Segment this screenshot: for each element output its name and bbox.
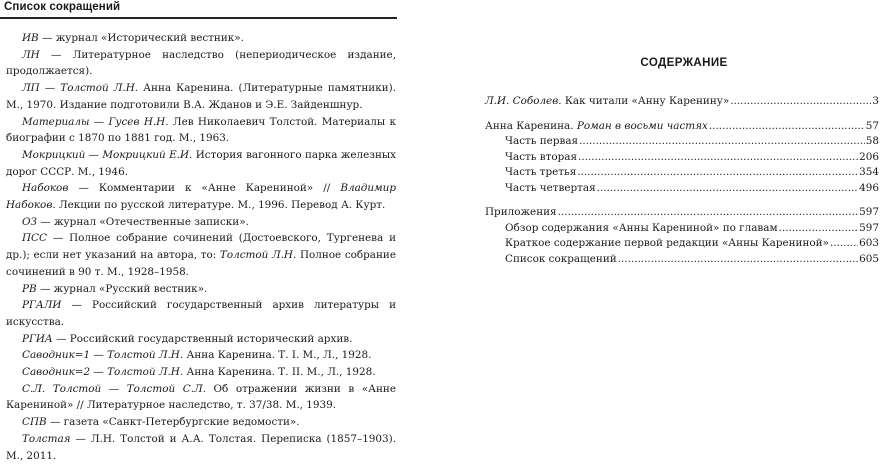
toc-leader-dots — [618, 252, 858, 268]
toc-title: СОДЕРЖАНИЕ — [640, 57, 728, 69]
toc-entry-label: Приложения — [485, 206, 557, 218]
toc-entry[interactable] — [485, 134, 879, 150]
abbreviation-entry: Материалы — Гусев Н.Н. Лев Николаевич Толстой. Материалы к биографии с 1870 по 1881 год. М., 1963. — [6, 115, 396, 145]
toc-entry[interactable] — [485, 205, 879, 221]
abbreviation-entry: СПВ — газета «Санкт-Петербургские ведомости». — [22, 416, 300, 429]
toc-entry[interactable] — [485, 181, 879, 197]
toc-leader-dots — [709, 119, 865, 135]
table-of-contents — [485, 94, 879, 267]
abbreviation-entry: РГАЛИ — Российский государственный архив литературы и искусства. — [6, 299, 396, 328]
abbreviation-entry: Набоков — Комментарии к «Анне Карениной» // Владимир Набоков. Лекции по русской литературе. М., 1996. Перевод А. Курт. — [6, 182, 396, 212]
toc-leader-dots — [779, 221, 859, 237]
toc-entry-label: Часть вторая — [505, 150, 578, 163]
toc-page-number: 3 — [872, 95, 879, 107]
toc-entry[interactable] — [485, 165, 879, 181]
toc-entry[interactable] — [485, 119, 879, 135]
abbreviation-entry: Мокрицкий — Мокрицкий Е.И. История вагонного парка железных дорог СССР. М., 1946. — [6, 148, 396, 178]
toc-page-number: 496 — [859, 181, 879, 194]
toc-page-number: 206 — [859, 150, 879, 163]
toc-entry[interactable] — [485, 236, 879, 252]
toc-entry[interactable] — [485, 150, 879, 166]
abbreviation-entry: Толстая — Л.Н. Толстой и А.А. Толстая. Переписка (1857–1903). М., 2011. — [6, 432, 396, 462]
toc-entry-label: Л.И. Соболев. Как читали «Анну Каренину» — [485, 95, 730, 107]
toc-leader-dots — [730, 94, 871, 110]
toc-leader-dots — [597, 181, 858, 197]
toc-entry[interactable] — [485, 94, 879, 110]
toc-page-number: 597 — [859, 206, 879, 218]
left-page — [0, 0, 400, 462]
toc-entry-label: Список сокращений — [505, 252, 617, 265]
toc-page-number: 57 — [865, 119, 879, 132]
toc-entry-label: Краткое содержание первой редакции «Анны Карениной» — [505, 237, 829, 249]
running-header-title: Список сокращений — [4, 1, 121, 13]
toc-entry-label: Часть четвертая — [505, 181, 596, 194]
toc-entry-label: Часть первая — [505, 135, 579, 147]
abbreviation-entry: ОЗ — журнал «Отечественные записки». — [22, 215, 249, 228]
header-rule — [0, 17, 397, 19]
toc-page-number: 58 — [865, 135, 879, 147]
abbreviations-list — [6, 30, 396, 464]
toc-leader-dots — [578, 150, 858, 166]
toc-page-number: 597 — [859, 221, 879, 234]
toc-page-number: 605 — [859, 252, 879, 265]
abbreviation-entry: РВ — журнал «Русский вестник». — [22, 282, 208, 295]
abbreviation-entry: ЛП — Толстой Л.Н. Анна Каренина. (Литературные памятники). М., 1970. Издание подготовили В.А. Жданов и Э.Е. Зайденшнур. — [6, 82, 396, 111]
toc-page-number: 354 — [859, 166, 879, 178]
abbreviation-entry: ПСС — Полное собрание сочинений (Достоевского, Тургенева и др.); если нет указаний на автора, то: Толстой Л.Н. Полное собрание сочинений в 90 т. М., 1928–1958. — [6, 232, 396, 278]
abbreviation-entry: С.Л. Толстой — Толстой С.Л. Об отражении жизни в «Анне Карениной» // Литературное наследство, т. 37/38. М., 1939. — [6, 382, 396, 412]
abbreviation-entry: РГИА — Российский государственный исторический архив. — [22, 332, 353, 345]
abbreviation-entry: ИВ — журнал «Исторический вестник». — [22, 32, 244, 44]
toc-entry-label: Анна Каренина. Роман в восьми частях — [485, 119, 708, 132]
toc-entry[interactable] — [485, 252, 879, 268]
toc-leader-dots — [830, 236, 858, 252]
toc-leader-dots — [577, 165, 858, 181]
abbreviation-entry: Саводник=1 — Толстой Л.Н. Анна Каренина. Т. I. М., Л., 1928. — [22, 349, 372, 362]
toc-entry-label: Часть третья — [505, 166, 577, 178]
abbreviation-entry: ЛН — Литературное наследство (непериодическое издание, продолжается). — [6, 48, 396, 78]
toc-entry-label: Обзор содержания «Анны Карениной» по главам — [505, 221, 778, 234]
toc-page-number: 603 — [859, 237, 879, 249]
right-page — [485, 0, 883, 432]
abbreviation-entry: Саводник=2 — Толстой Л.Н. Анна Каренина. Т. II. М., Л., 1928. — [22, 366, 376, 379]
toc-leader-dots — [579, 134, 865, 150]
toc-entry[interactable] — [485, 221, 879, 237]
toc-leader-dots — [558, 205, 859, 221]
